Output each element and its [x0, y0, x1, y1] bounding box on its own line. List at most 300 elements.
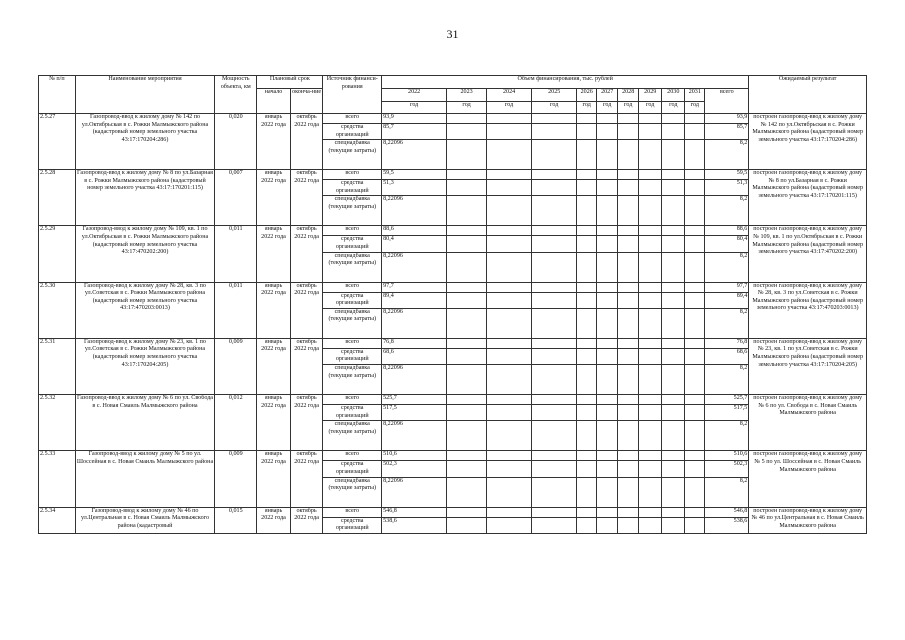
total-cell: 502,3 [705, 461, 749, 477]
value-2022: 51,3 [382, 180, 447, 196]
header-year-unit: год [618, 102, 639, 114]
empty-cell [618, 517, 639, 533]
row-number: 2.5.28 [39, 170, 76, 226]
empty-cell [618, 477, 639, 507]
empty-cell [618, 114, 639, 124]
empty-cell [487, 421, 532, 451]
empty-cell [685, 226, 705, 236]
empty-cell [487, 395, 532, 405]
empty-cell [447, 421, 487, 451]
empty-cell [532, 196, 577, 226]
empty-cell [639, 451, 662, 461]
empty-cell [532, 114, 577, 124]
empty-cell [662, 348, 685, 364]
empty-cell [618, 421, 639, 451]
empty-cell [662, 507, 685, 517]
empty-cell [597, 124, 618, 140]
empty-cell [577, 292, 597, 308]
empty-cell [532, 348, 577, 364]
empty-cell [597, 292, 618, 308]
empty-cell [662, 170, 685, 180]
header-year: 2023 [447, 89, 487, 102]
financing-table [38, 75, 867, 534]
header-year: 2025 [532, 89, 577, 102]
empty-cell [487, 170, 532, 180]
source-cell: всего [323, 507, 382, 517]
total-cell: 8,2 [705, 421, 749, 451]
empty-cell [447, 236, 487, 252]
event-name: Газопровод-ввод к жилому дому № 5 по ул. Шоссейная в с. Новая Смаиль Малмыжского района [75, 451, 215, 507]
empty-cell [577, 226, 597, 236]
empty-cell [639, 338, 662, 348]
header-year-unit: год [662, 102, 685, 114]
header-year-unit: год [447, 102, 487, 114]
empty-cell [662, 365, 685, 395]
empty-cell [577, 308, 597, 338]
empty-cell [639, 292, 662, 308]
capacity-cell: 0,012 [215, 395, 257, 451]
empty-cell [685, 477, 705, 507]
header-year-unit: год [597, 102, 618, 114]
empty-cell [447, 252, 487, 282]
empty-cell [662, 196, 685, 226]
empty-cell [618, 451, 639, 461]
empty-cell [662, 517, 685, 533]
end-cell: октябрь 2022 года [290, 226, 323, 282]
empty-cell [532, 140, 577, 170]
header-year: 2027 [597, 89, 618, 102]
empty-cell [662, 395, 685, 405]
empty-cell [662, 477, 685, 507]
empty-cell [639, 517, 662, 533]
result-cell: построен газопровод-ввод к жилому дому № 142 по ул.Октябрьская в с. Рожки Малмыжского района (кадастровый номер земельного участка 43:17:170204:286) [749, 114, 867, 170]
value-2022: 59,5 [382, 170, 447, 180]
table-header [39, 76, 867, 114]
empty-cell [618, 338, 639, 348]
empty-cell [685, 421, 705, 451]
event-name: Газопровод-ввод к жилому дому № 109, кв. 1 по ул.Октябрьская в с. Рожки Малмыжского района (кадастровый номер земельного участка 43:17:470202:200) [75, 226, 215, 282]
empty-cell [685, 461, 705, 477]
empty-cell [685, 365, 705, 395]
start-cell: январь 2022 года [257, 114, 291, 170]
empty-cell [685, 236, 705, 252]
total-cell: 8,2 [705, 140, 749, 170]
empty-cell [532, 405, 577, 421]
row-number: 2.5.31 [39, 338, 76, 394]
header-year-unit: год [639, 102, 662, 114]
empty-cell [618, 461, 639, 477]
value-2022: 538,6 [382, 517, 447, 533]
empty-cell [662, 338, 685, 348]
capacity-cell: 0,015 [215, 507, 257, 533]
empty-cell [487, 282, 532, 292]
row-number: 2.5.34 [39, 507, 76, 533]
header-year: 2028 [618, 89, 639, 102]
empty-cell [532, 236, 577, 252]
empty-cell [597, 348, 618, 364]
empty-cell [577, 170, 597, 180]
row-number: 2.5.27 [39, 114, 76, 170]
empty-cell [597, 196, 618, 226]
empty-cell [597, 180, 618, 196]
source-cell: всего [323, 226, 382, 236]
empty-cell [447, 477, 487, 507]
value-2022: 8,22096 [382, 477, 447, 507]
empty-cell [662, 282, 685, 292]
start-cell: январь 2022 года [257, 226, 291, 282]
value-2022: 517,5 [382, 405, 447, 421]
empty-cell [618, 180, 639, 196]
result-cell: построен газопровод-ввод к жилому дому № 6 по ул. Свобода в с. Новая Смаиль Малмыжского района [749, 395, 867, 451]
source-cell: всего [323, 395, 382, 405]
empty-cell [487, 365, 532, 395]
end-cell: октябрь 2022 года [290, 451, 323, 507]
empty-cell [685, 395, 705, 405]
value-2022: 502,3 [382, 461, 447, 477]
empty-cell [685, 308, 705, 338]
result-cell: построен газопровод-ввод к жилому дому № 109, кв. 1 по ул.Октябрьская в с. Рожки Малмыжского района (кадастровый номер земельного участка 43:17:470202:200) [749, 226, 867, 282]
total-cell: 8,2 [705, 477, 749, 507]
header-year: 2029 [639, 89, 662, 102]
capacity-cell: 0,009 [215, 338, 257, 394]
value-2022: 8,22096 [382, 196, 447, 226]
empty-cell [447, 140, 487, 170]
empty-cell [447, 461, 487, 477]
empty-cell [447, 282, 487, 292]
header-source: Источник финанси-рования [323, 76, 382, 114]
value-2022: 89,4 [382, 292, 447, 308]
empty-cell [685, 405, 705, 421]
total-cell: 59,5 [705, 170, 749, 180]
header-year: 2030 [662, 89, 685, 102]
empty-cell [487, 180, 532, 196]
empty-cell [577, 477, 597, 507]
value-2022: 80,4 [382, 236, 447, 252]
empty-cell [639, 226, 662, 236]
empty-cell [532, 292, 577, 308]
capacity-cell: 0,011 [215, 282, 257, 338]
event-name: Газопровод-ввод к жилому дому № 46 по ул.Центральная в с. Новая Смаиль Малмыжского района (кадастровый [75, 507, 215, 533]
empty-cell [639, 140, 662, 170]
header-period: Плановый срок [257, 76, 323, 89]
header-name: Наименование мероприятия [75, 76, 215, 114]
empty-cell [597, 461, 618, 477]
total-cell: 525,7 [705, 395, 749, 405]
empty-cell [639, 114, 662, 124]
event-name: Газопровод-ввод к жилому дому № 8 по ул.Базарная в с. Рожки Малмыжского района (кадастровый номер земельного участка 43:17:170201:115) [75, 170, 215, 226]
empty-cell [577, 282, 597, 292]
source-cell: спецнадбавка (текущие затраты) [323, 308, 382, 338]
empty-cell [577, 451, 597, 461]
empty-cell [487, 461, 532, 477]
total-cell: 8,2 [705, 252, 749, 282]
empty-cell [618, 395, 639, 405]
source-cell: всего [323, 282, 382, 292]
row-number: 2.5.33 [39, 451, 76, 507]
empty-cell [447, 348, 487, 364]
empty-cell [532, 124, 577, 140]
value-2022: 525,7 [382, 395, 447, 405]
empty-cell [532, 282, 577, 292]
empty-cell [577, 365, 597, 395]
source-cell: средства организаций [323, 180, 382, 196]
empty-cell [618, 236, 639, 252]
value-2022: 85,7 [382, 124, 447, 140]
event-name: Газопровод-ввод к жилому дому № 23, кв. 1 по ул.Советская в с. Рожки Малмыжского района (кадастровый номер земельного участка 43:17:170204:205) [75, 338, 215, 394]
empty-cell [447, 507, 487, 517]
empty-cell [597, 226, 618, 236]
value-2022: 93,9 [382, 114, 447, 124]
empty-cell [618, 308, 639, 338]
empty-cell [487, 477, 532, 507]
empty-cell [639, 461, 662, 477]
total-cell: 8,2 [705, 196, 749, 226]
total-cell: 51,3 [705, 180, 749, 196]
empty-cell [577, 507, 597, 517]
header-year: 2026 [577, 89, 597, 102]
empty-cell [685, 517, 705, 533]
empty-cell [487, 292, 532, 308]
empty-cell [639, 348, 662, 364]
table-row [39, 114, 867, 124]
empty-cell [487, 451, 532, 461]
empty-cell [597, 365, 618, 395]
empty-cell [639, 282, 662, 292]
start-cell: январь 2022 года [257, 170, 291, 226]
total-cell: 97,7 [705, 282, 749, 292]
header-num: № п/п [39, 76, 76, 114]
end-cell: октябрь 2022 года [290, 395, 323, 451]
empty-cell [662, 226, 685, 236]
empty-cell [618, 405, 639, 421]
empty-cell [447, 308, 487, 338]
empty-cell [577, 124, 597, 140]
value-2022: 76,8 [382, 338, 447, 348]
empty-cell [618, 170, 639, 180]
source-cell: спецнадбавка (текущие затраты) [323, 421, 382, 451]
empty-cell [639, 395, 662, 405]
empty-cell [662, 140, 685, 170]
value-2022: 510,6 [382, 451, 447, 461]
total-cell: 517,5 [705, 405, 749, 421]
header-result: Ожидаемый результат [749, 76, 867, 114]
empty-cell [487, 236, 532, 252]
total-cell: 76,8 [705, 338, 749, 348]
empty-cell [597, 140, 618, 170]
result-cell: построен газопровод-ввод к жилому дому № 28, кв. 3 по ул.Советская в с. Рожки Малмыжского района (кадастровый номер земельного участка 43:17:470203:0013) [749, 282, 867, 338]
empty-cell [618, 348, 639, 364]
result-cell: построен газопровод-ввод к жилому дому № 8 по ул.Базарная в с. Рожки Малмыжского района (кадастровый номер земельного участка 43:17:170201:115) [749, 170, 867, 226]
total-cell: 68,6 [705, 348, 749, 364]
empty-cell [618, 507, 639, 517]
total-cell: 85,7 [705, 124, 749, 140]
empty-cell [597, 308, 618, 338]
total-cell: 80,4 [705, 236, 749, 252]
source-cell: средства организаций [323, 292, 382, 308]
source-cell: средства организаций [323, 517, 382, 533]
header-end: оконча-ние [290, 89, 323, 114]
value-2022: 8,22096 [382, 252, 447, 282]
empty-cell [618, 252, 639, 282]
empty-cell [577, 395, 597, 405]
source-cell: средства организаций [323, 348, 382, 364]
empty-cell [447, 405, 487, 421]
empty-cell [447, 170, 487, 180]
empty-cell [487, 196, 532, 226]
empty-cell [639, 477, 662, 507]
empty-cell [618, 292, 639, 308]
value-2022: 97,7 [382, 282, 447, 292]
empty-cell [597, 170, 618, 180]
value-2022: 88,6 [382, 226, 447, 236]
source-cell: спецнадбавка (текущие затраты) [323, 252, 382, 282]
empty-cell [639, 308, 662, 338]
capacity-cell: 0,011 [215, 226, 257, 282]
empty-cell [447, 338, 487, 348]
empty-cell [597, 477, 618, 507]
total-cell: 88,6 [705, 226, 749, 236]
empty-cell [577, 405, 597, 421]
empty-cell [532, 338, 577, 348]
table-row [39, 395, 867, 405]
result-cell: построен газопровод-ввод к жилому дому № 5 по ул. Шоссейная в с. Новая Смаиль Малмыжского района [749, 451, 867, 507]
header-year: 2022 [382, 89, 447, 102]
source-cell: всего [323, 114, 382, 124]
empty-cell [639, 365, 662, 395]
empty-cell [639, 170, 662, 180]
empty-cell [662, 308, 685, 338]
empty-cell [532, 170, 577, 180]
end-cell: октябрь 2022 года [290, 282, 323, 338]
empty-cell [487, 124, 532, 140]
table-row [39, 226, 867, 236]
empty-cell [487, 114, 532, 124]
source-cell: всего [323, 451, 382, 461]
total-cell: 538,6 [705, 517, 749, 533]
empty-cell [597, 338, 618, 348]
empty-cell [447, 124, 487, 140]
empty-cell [447, 395, 487, 405]
header-year: 2024 [487, 89, 532, 102]
empty-cell [662, 252, 685, 282]
start-cell: январь 2022 года [257, 338, 291, 394]
header-year-unit: год [532, 102, 577, 114]
empty-cell [618, 196, 639, 226]
capacity-cell: 0,009 [215, 451, 257, 507]
empty-cell [662, 124, 685, 140]
empty-cell [532, 507, 577, 517]
row-number: 2.5.32 [39, 395, 76, 451]
start-cell: январь 2022 года [257, 282, 291, 338]
table-row [39, 338, 867, 348]
empty-cell [685, 507, 705, 517]
empty-cell [639, 196, 662, 226]
empty-cell [487, 308, 532, 338]
empty-cell [639, 507, 662, 517]
value-2022: 546,8 [382, 507, 447, 517]
header-total: всего [705, 89, 749, 114]
empty-cell [532, 308, 577, 338]
value-2022: 8,22096 [382, 365, 447, 395]
start-cell: январь 2022 года [257, 395, 291, 451]
start-cell: январь 2022 года [257, 451, 291, 507]
source-cell: спецнадбавка (текущие затраты) [323, 140, 382, 170]
empty-cell [532, 180, 577, 196]
empty-cell [662, 451, 685, 461]
row-number: 2.5.30 [39, 282, 76, 338]
result-cell: построен газопровод-ввод к жилому дому № 23, кв. 1 по ул.Советская в с. Рожки Малмыжского района (кадастровый номер земельного участка 43:17:170204:205) [749, 338, 867, 394]
empty-cell [618, 282, 639, 292]
header-year-unit: год [382, 102, 447, 114]
empty-cell [685, 196, 705, 226]
empty-cell [532, 421, 577, 451]
empty-cell [662, 292, 685, 308]
empty-cell [597, 252, 618, 282]
event-name: Газопровод-ввод к жилому дому № 28, кв. 3 по ул.Советская в с. Рожки Малмыжского района (кадастровый номер земельного участка 43:17:470203:0013) [75, 282, 215, 338]
empty-cell [597, 282, 618, 292]
empty-cell [597, 405, 618, 421]
total-cell: 89,4 [705, 292, 749, 308]
empty-cell [685, 180, 705, 196]
empty-cell [577, 421, 597, 451]
table-row [39, 451, 867, 461]
empty-cell [577, 338, 597, 348]
empty-cell [532, 517, 577, 533]
table-row [39, 282, 867, 292]
empty-cell [618, 140, 639, 170]
value-2022: 8,22096 [382, 421, 447, 451]
table-row [39, 507, 867, 517]
empty-cell [662, 114, 685, 124]
empty-cell [662, 405, 685, 421]
empty-cell [662, 461, 685, 477]
empty-cell [685, 338, 705, 348]
result-cell: построен газопровод-ввод к жилому дому № 46 по ул.Центральная в с. Новая Смаиль Малмыжского района [749, 507, 867, 533]
capacity-cell: 0,020 [215, 114, 257, 170]
empty-cell [685, 451, 705, 461]
total-cell: 8,2 [705, 365, 749, 395]
total-cell: 546,8 [705, 507, 749, 517]
empty-cell [597, 517, 618, 533]
empty-cell [597, 451, 618, 461]
empty-cell [532, 226, 577, 236]
empty-cell [577, 180, 597, 196]
empty-cell [685, 252, 705, 282]
empty-cell [532, 477, 577, 507]
empty-cell [487, 517, 532, 533]
empty-cell [597, 236, 618, 252]
empty-cell [577, 348, 597, 364]
empty-cell [447, 292, 487, 308]
empty-cell [685, 140, 705, 170]
source-cell: спецнадбавка (текущие затраты) [323, 365, 382, 395]
source-cell: средства организаций [323, 236, 382, 252]
start-cell: январь 2022 года [257, 507, 291, 533]
empty-cell [447, 114, 487, 124]
header-year: 2031 [685, 89, 705, 102]
empty-cell [662, 180, 685, 196]
header-start: начало [257, 89, 291, 114]
source-cell: спецнадбавка (текущие затраты) [323, 477, 382, 507]
total-cell: 93,9 [705, 114, 749, 124]
empty-cell [662, 421, 685, 451]
empty-cell [447, 451, 487, 461]
source-cell: средства организаций [323, 405, 382, 421]
value-2022: 8,22096 [382, 308, 447, 338]
empty-cell [685, 114, 705, 124]
empty-cell [532, 395, 577, 405]
empty-cell [532, 461, 577, 477]
